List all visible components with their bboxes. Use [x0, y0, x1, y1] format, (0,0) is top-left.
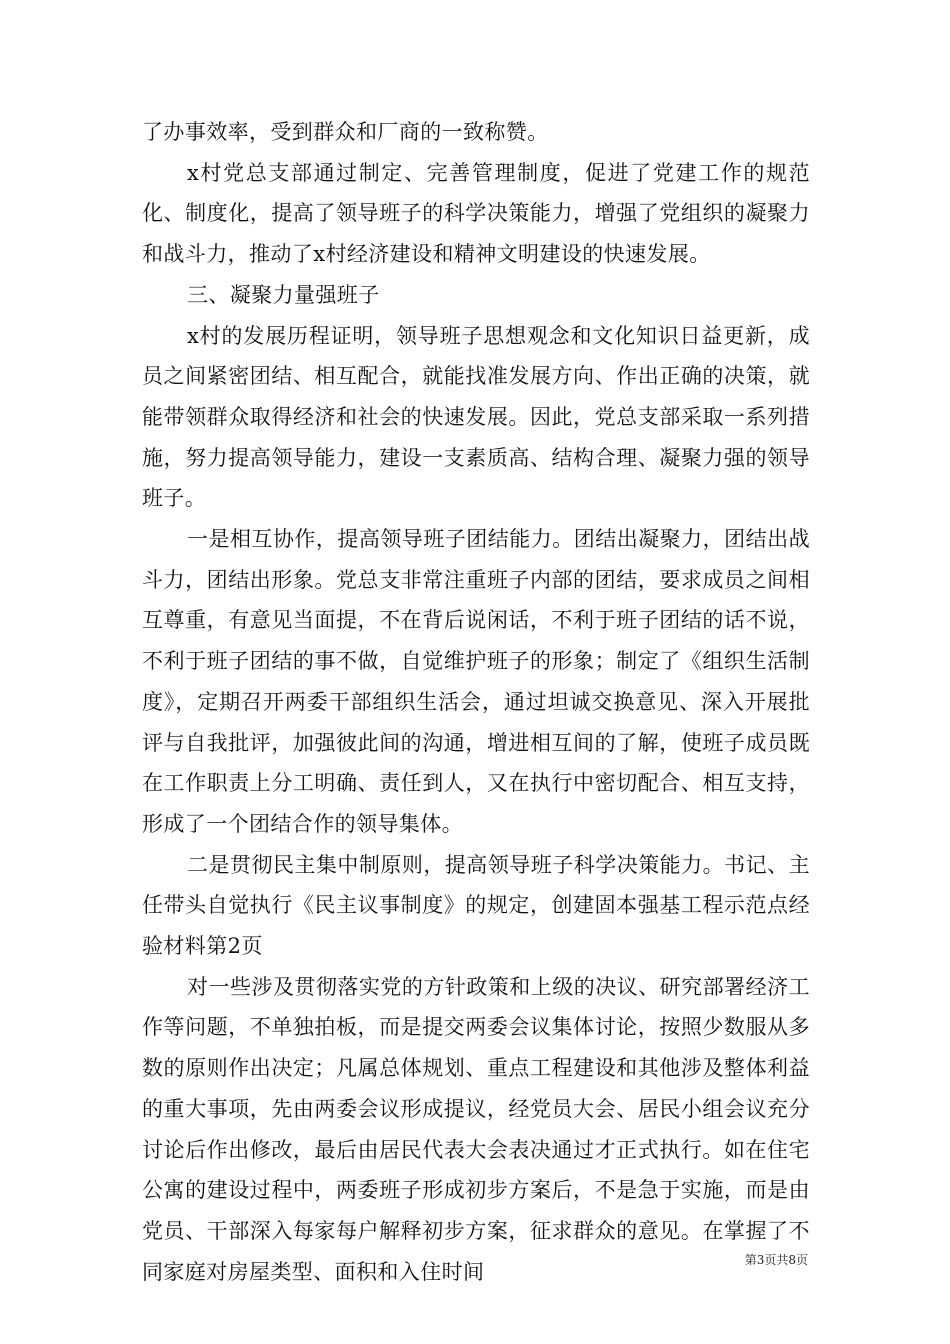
document-body — [142, 112, 810, 1292]
section-heading: 三、凝聚力量强班子 — [187, 282, 380, 307]
paragraph: x村党总支部通过制定、完善管理制度，促进了党建工作的规范化、制度化，提高了领导班子的科学决策能力，增强了党组织的凝聚力和战斗力，推动了x村经济建设和精神文明建设的快速发展。 — [142, 160, 810, 267]
paragraph: 了办事效率，受到群众和厂商的一致称赞。 — [142, 120, 549, 144]
paragraph: 对一些涉及贯彻落实党的方针政策和上级的决议、研究部署经济工作等问题，不单独拍板，而是提交两委会议集体讨论，按照少数服从多数的原则作出决定；凡属总体规划、重点工程建设和其他涉及整体利益的重大事项，先由两委会议形成提议，经党员大会、居民小组会议充分讨论后作出修改，最后由居民代表大会表决通过才正式执行。如在住宅公寓的建设过程中，两委班子形成初步方案后，不是急于实施，而是由党员、干部深入每家每户解释初步方案，征求群众的意见。在掌握了不同家庭对房屋类型、面积和入住时间 — [142, 974, 810, 1284]
paragraph: 一是相互协作，提高领导班子团结能力。团结出凝聚力，团结出战斗力，团结出形象。党总支非常注重班子内部的团结，要求成员之间相互尊重，有意见当面提，不在背后说闲话，不利于班子团结的话不说，不利于班子团结的事不做，自觉维护班子的形象；制定了《组织生活制度》，定期召开两委干部组织生活会，通过坦诚交换意见、深入开展批评与自我批评，加强彼此间的沟通，增进相互间的了解，使班子成员既在工作职责上分工明确、责任到人，又在执行中密切配合、相互支持，形成了一个团结合作的领导集体。 — [142, 527, 810, 836]
page-number: 第3页共8页 — [744, 1253, 808, 1267]
paragraph: x村的发展历程证明，领导班子思想观念和文化知识日益更新，成员之间紧密团结、相互配合，就能找准发展方向、作出正确的决策，就能带领群众取得经济和社会的快速发展。因此，党总支部采取一系列措施，努力提高领导能力，建设一支素质高、结构合理、凝聚力强的领导班子。 — [142, 323, 810, 511]
paragraph: 二是贯彻民主集中制原则，提高领导班子科学决策能力。书记、主任带头自觉执行《民主议事制度》的规定，创建固本强基工程示范点经验材料第2页 — [142, 852, 810, 959]
